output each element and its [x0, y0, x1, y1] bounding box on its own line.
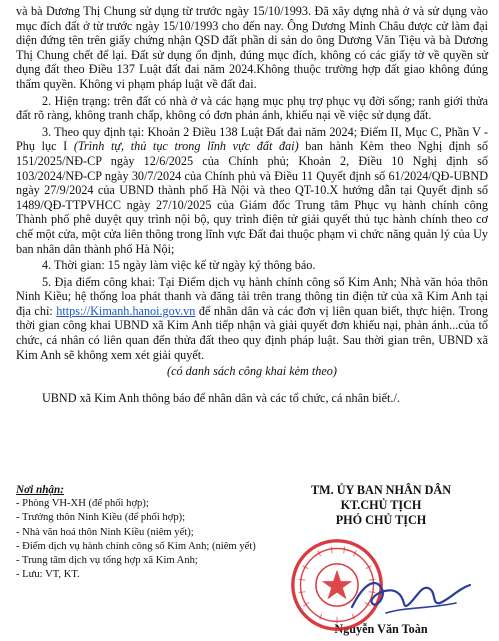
signer-role-2: PHÓ CHỦ TỊCH: [335, 513, 427, 527]
location-text-a: 5. Địa điểm công khai: Tại Điểm dịch vụ hành chính công số Kim Anh; Nhà văn hóa thôn Ninh Kiều; hệ thống loa phát thanh và đăng tải trên trang thông tin điện tử của xã Kim Anh tại địa chỉ:: [16, 274, 488, 318]
recipient-item: - Trưởng thôn Ninh Kiều (để phối hợp);: [16, 512, 186, 524]
attached-list-note: (có danh sách công khai kèm theo): [167, 364, 337, 379]
recipient-item: - Lưu: VT, KT.: [16, 569, 80, 581]
recipients-title: Nơi nhận:: [16, 484, 64, 496]
recipient-item: - Nhà văn hoá thôn Ninh Kiều (niêm yết);: [16, 526, 194, 538]
location-paragraph: [16, 275, 488, 363]
document-body: [16, 4, 488, 407]
recipients-block: [16, 483, 281, 582]
intro-paragraph: và bà Dương Thị Chung sử dụng từ trước ngày 15/10/1993. Đã xây dựng nhà ở và sử dụng vào mục đích đất ở từ trước ngày 15/10/1993 cho đến nay. Ông Dương Minh Châu được cử làm đại diện đứng tên trên giấy chứng nhận QSD đất phần di sản do ông Dương Văn Tiệu và bà Dương Thị Chung chết để lại. Đất sử dụng ổn định, đúng mục đích, không có các giấy tờ về quyền sử dụng đất theo Điều 137 Luật đất đai năm 2024.Không thuộc trường hợp đất giao không đúng thẩm quyền. Không vi phạm pháp luật về đất đai.: [16, 4, 488, 91]
footer-section: [16, 483, 488, 638]
website-link[interactable]: https://Kimanh.hanoi.gov.vn: [56, 303, 196, 318]
recipient-item: - Trung tâm dịch vụ tổng hợp xã Kim Anh;: [16, 555, 198, 567]
closing-statement: UBND xã Kim Anh thông báo để nhân dân và các tổ chức, cá nhân biết./.: [42, 390, 400, 405]
handwritten-signature-icon: [346, 563, 476, 621]
legal-basis-italic: (Trình tự, thủ tục trong lĩnh vực đất đai): [73, 139, 299, 154]
current-status-paragraph: 2. Hiện trạng: trên đất có nhà ở và các hạng mục phụ trợ phục vụ đời sống; ranh giới thửa đất rõ ràng, không tranh chấp, không có đơn phản ánh, khiếu nại về việc sử dụng đất.: [16, 93, 488, 123]
signature-block: [274, 483, 488, 636]
signer-org: TM. ỦY BAN NHÂN DÂN: [310, 483, 452, 497]
legal-basis-text-b: ban hành Kèm theo Nghị định số 151/2025/NĐ-CP ngày 12/6/2025 của Chính phủ; Khoản 2, Điều 10 Nghị định số 103/2024/NĐ-CP ngày 30/7/2024 của Chính phủ và Điều 11 Quyết định số 61/2024/QĐ-UBND ngày 27/9/2024 của UBND thành phố Hà Nội và theo QT-10.X hướng dẫn tại Quyết định số 1489/QĐ-TTPVHCC ngày 27/10/2025 của Giám đốc Trung tâm Phục vụ hành chính công Thành phố phê duyệt quy trình nội bộ, quy trình điện tử giải quyết thủ tục hành chính theo cơ chế một cửa, một cửa liên thông trong lĩnh vực Đất đai thuộc phạm vi chức năng quản lý của Uy ban nhân dân thành phố Hà Nội;: [16, 139, 488, 256]
location-text-b: để nhân dân và các đơn vị liên quan biết, thực hiện. Trong thời gian công khai UBND xã Kim Anh tiếp nhận và giải quyết đơn khiếu nại, phản ánh...của tổ chức, cá nhân có liên quan đến thửa đất theo quy định pháp luật. Sau thời gian trên, UBND xã Kim Anh sẽ không xem xét giải quyết.: [16, 303, 488, 362]
legal-basis-text-a: 3. Theo quy định tại: Khoản 2 Điều 138 Luật Đất đai năm 2024; Điểm II, Mục C, Phần V - Phụ lục I: [16, 124, 488, 154]
recipient-item: - Phòng VH-XH (để phối hợp);: [16, 498, 149, 510]
recipient-item: - Điểm dịch vụ hành chính công số Kim Anh; (niêm yết): [16, 540, 256, 552]
time-paragraph: 4. Thời gian: 15 ngày làm việc kể từ ngày ký thông báo.: [42, 258, 316, 273]
signer-role-1: KT.CHỦ TỊCH: [340, 498, 422, 512]
signer-name: Nguyễn Văn Toàn: [334, 622, 428, 636]
legal-basis-paragraph: [16, 125, 488, 256]
